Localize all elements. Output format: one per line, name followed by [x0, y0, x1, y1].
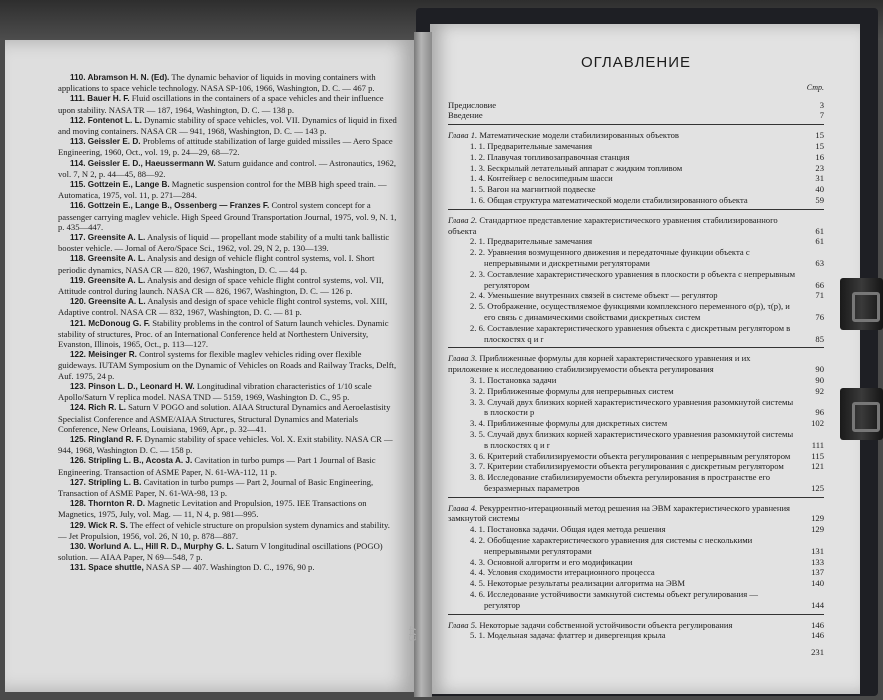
- entry-page: 15: [815, 130, 824, 141]
- reference-text: Cavitation in turbo pumps — Part 2, Journal of Basic Engineering, Transaction of ASME Paper, N. 61-WA-98, 13 p.: [58, 476, 374, 498]
- entry-page: 137: [811, 567, 824, 578]
- entry-title: 4. 1. Постановка задачи. Общая идея метода решения: [470, 524, 666, 535]
- reference-author: 122. Meisinger R.: [70, 350, 137, 360]
- toc-entry-text: [448, 589, 802, 611]
- toc-entries: [448, 100, 824, 642]
- toc-entry: [448, 397, 824, 419]
- toc-entry-text: [448, 524, 802, 535]
- toc-entry: [448, 353, 824, 375]
- binder-clip: [840, 278, 883, 330]
- entry-page: 125: [811, 482, 824, 493]
- toc-entry-text: [448, 215, 802, 237]
- entry-page: 115: [811, 450, 824, 461]
- toc-entry: [448, 461, 824, 472]
- entry-page: 7: [819, 110, 824, 121]
- reference-author: 121. McDonoug G. F.: [70, 318, 151, 328]
- entry-page: 71: [815, 290, 824, 301]
- book-spine: [414, 32, 432, 697]
- entry-title: Рекуррентно-итерационный метод решения на ЭВМ характеристического уравнения замкнутой системы: [448, 502, 791, 524]
- reference-text: Magnetic Levitation and Propulsion, 1975. IEE Transactions on Magnetics, 1975, July, vol. Mag. — 11, N 4, p. 981—995.: [58, 498, 367, 520]
- entry-page: 66: [815, 279, 824, 290]
- entry-title: 3. 4. Приближенные формулы для дискретных систем: [470, 418, 668, 429]
- divider: [448, 347, 824, 348]
- reference-item: [58, 562, 400, 573]
- toc-entry: [448, 589, 824, 611]
- spine-mark: 443: [406, 626, 417, 641]
- toc-entry-text: [448, 173, 802, 184]
- entry-page: 146: [811, 630, 824, 641]
- toc-entry-text: [448, 353, 802, 375]
- reference-item: [58, 477, 400, 498]
- reference-item: [58, 136, 400, 157]
- toc-entry-text: [448, 375, 802, 386]
- reference-author: 120. Greensite A. L.: [70, 297, 146, 307]
- entry-page: 15: [815, 140, 824, 151]
- reference-author: 119. Greensite A. L.: [70, 275, 146, 285]
- entry-title: 2. 4. Уменьшение внутренних связей в системе объект — регулятор: [470, 290, 718, 301]
- entry-page: 90: [815, 364, 824, 375]
- entry-title: Предисловие: [448, 99, 497, 110]
- entry-page: 133: [811, 556, 824, 567]
- toc-entry: [448, 100, 824, 111]
- toc-entry: [448, 152, 824, 163]
- entry-page: 59: [815, 194, 824, 205]
- reference-text: Saturn V POGO and solution. AIAA Structural Dynamics and Aeroelastisity Specialist Conference and ASME/AIAA Structures, Structural Dynamics and Materials Conference, New Orleans, Louisiana, 1969, Apr., p. 32—41.: [58, 402, 391, 434]
- reference-text: NASA SP — 407. Washington D. C., 1976, 90 p.: [145, 562, 315, 573]
- toc-entry-text: [448, 130, 802, 141]
- toc-entry: [448, 375, 824, 386]
- toc-entry-text: [448, 429, 802, 451]
- entry-page: 146: [811, 619, 824, 630]
- reference-text: Cavitation in turbo pumps — Part 1 Journal of Basic Engineering. Transaction of ASME Paper, N. 61-WA-112, 11 p.: [58, 455, 376, 477]
- reference-author: 117. Greensite A. L.: [70, 233, 146, 243]
- reference-author: 114. Geissler E. D., Haeussermann W.: [70, 158, 216, 168]
- reference-item: [58, 200, 400, 232]
- toc-entry-text: [448, 397, 802, 419]
- reference-author: 110. Abramson H. N. (Ed).: [70, 73, 170, 82]
- toc-entry-text: [448, 535, 802, 557]
- entry-title: 1. 2. Плавучая топливозаправочная станция: [470, 151, 630, 162]
- toc-entry: [448, 163, 824, 174]
- entry-title: 1. 3. Бескрылый летательный аппарат с жидким топливом: [470, 162, 683, 173]
- entry-title: 4. 4. Условия сходимости итерационного процесса: [470, 567, 655, 578]
- reference-text: Saturn V longitudinal oscillations (POGO) solution. — AIAA Paper, N 69—548, 7 p.: [58, 540, 383, 563]
- entry-title: 1. 6. Общая структура математической модели стабилизированного объекта: [470, 194, 748, 205]
- entry-title: Введение: [448, 110, 483, 121]
- entry-page: 16: [815, 151, 824, 162]
- toc-entry-text: [448, 472, 802, 494]
- entry-page: 61: [815, 236, 824, 247]
- entry-page: 85: [815, 333, 824, 344]
- toc-entry: [448, 141, 824, 152]
- toc-entry-text: [448, 451, 802, 462]
- reference-text: Control system concept for a passenger carrying maglev vehicle. High Speed Ground Transportation Journal, 1975, vol. 9, N. 1, p. 435—447.: [58, 200, 397, 232]
- reference-author: 126. Stripling L. B., Acosta A. J.: [70, 456, 193, 466]
- reference-item: [58, 402, 400, 434]
- reference-item: [58, 381, 400, 402]
- toc-entry-text: [448, 461, 802, 472]
- reference-text: Problems of attitude stabilization of large guided missiles — Aero Space Engineering, 1960, Oct., vol. 19, p. 24—29, 68—72.: [58, 136, 393, 158]
- divider: [448, 209, 824, 210]
- reference-item: [58, 72, 400, 93]
- toc-entry: [448, 110, 824, 121]
- reference-item: [58, 179, 400, 200]
- reference-text: Dynamic stability of space vehicles, vol. VII. Dynamics of liquid in fixed and moving containers. NASA CR — 941, 1968, Washington, D. C. — 143 p.: [58, 114, 397, 137]
- toc-entry-text: [448, 163, 802, 174]
- reference-author: 112. Fontenot L. L.: [70, 115, 142, 125]
- entry-title: 4. 5. Некоторые результаты реализации алгоритма на ЭВМ: [470, 578, 685, 589]
- reference-author: 111. Bauer H. F.: [70, 94, 130, 104]
- reference-author: 116. Gottzein E., Lange B., Ossenberg — Franzes F.: [70, 201, 270, 211]
- entry-title: 3. 8. Исследование стабилизируемости объекта регулирования в пространстве его безразмерных параметров: [470, 472, 771, 493]
- binder-clip: [840, 388, 883, 440]
- reference-text: Saturn guidance and control. — Astronautics, 1962, vol. 7, N 2, p. 44—45, 88—92.: [58, 157, 397, 179]
- toc-entry: [448, 524, 824, 535]
- reference-text: Dynamic stability of space vehicles. Vol. X. Exit stability. NASA CR — 944, 1968, Washington D. C. — 158 p.: [58, 433, 393, 456]
- toc-entry-text: [448, 386, 802, 397]
- toc-entry: [448, 130, 824, 141]
- reference-author: 115. Gottzein E., Lange B.: [70, 180, 170, 190]
- toc-entry-text: [448, 247, 802, 269]
- divider: [448, 124, 824, 125]
- entry-title: 3. 6. Критерий стабилизируемости объекта регулирования с непрерывным регулятором: [470, 450, 791, 461]
- toc-entry-text: [448, 301, 802, 323]
- reference-item: [58, 232, 400, 253]
- entry-page: 40: [815, 184, 824, 195]
- reference-item: [58, 318, 400, 350]
- reference-text: The effect of vehicle structure on propulsion system dynamics and stability. — Jet Propulsion, 1956, vol. 26, N 10, p. 878—887.: [58, 519, 390, 541]
- chapter-label: Глава 1.: [448, 130, 478, 141]
- entry-title: 2. 6. Составление характеристического уравнения объекта с дискретным регулятором в плоскостях q и r: [470, 322, 791, 344]
- page-number: 231: [811, 647, 824, 658]
- toc-entry: [448, 247, 824, 269]
- toc-entry-text: [448, 152, 802, 163]
- page-column-label: Стр.: [806, 82, 824, 92]
- reference-author: 113. Geissler E. D.: [70, 137, 141, 147]
- reference-author: 118. Greensite A. L.: [70, 254, 146, 264]
- reference-text: Analysis and design of space vehicle flight control systems, vol. VII, Attitude control during launch. NASA CR — 826, 1967, Washington, D. C. — 126 p.: [58, 274, 384, 297]
- reference-item: [58, 275, 400, 296]
- entry-page: 90: [815, 374, 824, 385]
- toc-entry-text: [448, 323, 802, 345]
- reference-author: 127. Stripling L. B.: [70, 477, 142, 487]
- reference-item: [58, 455, 400, 476]
- reference-item: [58, 520, 400, 541]
- reference-item: [58, 158, 400, 179]
- entry-page: 144: [811, 599, 824, 610]
- entry-title: Стандартное представление характеристического уравнения стабилизированного объекта: [448, 214, 778, 236]
- entry-page: 76: [815, 311, 824, 322]
- entry-page: 31: [815, 173, 824, 184]
- toc-entry-text: [448, 418, 802, 429]
- entry-title: 5. 1. Модельная задача: флаттер и дивергенция крыла: [470, 630, 666, 641]
- toc-entry: [448, 236, 824, 247]
- reference-item: [58, 93, 400, 114]
- entry-title: 1. 5. Вагон на магнитной подвеске: [470, 184, 596, 195]
- divider: [448, 614, 824, 615]
- entry-page: 96: [815, 407, 824, 418]
- table-of-contents: [448, 54, 824, 658]
- divider: [448, 497, 824, 498]
- reference-item: [58, 253, 400, 274]
- entry-page: 140: [811, 578, 824, 589]
- chapter-label: Глава 2.: [448, 214, 478, 225]
- entry-page: 92: [815, 385, 824, 396]
- entry-page: 23: [815, 162, 824, 173]
- reference-author: 128. Thornton R. D.: [70, 499, 146, 509]
- reference-text: Control systems for flexible maglev vehicles riding over flexible guideways. IUTAM Symposium on the Dynamic of Vehicles on Roads and Railway Tracks, Delft, Auf. 1975, 24 p.: [58, 349, 397, 381]
- toc-entry-text: [448, 290, 802, 301]
- entry-title: 2. 3. Составление характеристического уравнения в плоскости p объекта с непрерывным регулятором: [470, 268, 796, 290]
- toc-entry-text: [448, 620, 802, 631]
- toc-entry: [448, 290, 824, 301]
- entry-page: 129: [811, 524, 824, 535]
- chapter-label: Глава 5.: [448, 619, 478, 630]
- chapter-label: Глава 3.: [448, 353, 478, 364]
- toc-entry: [448, 429, 824, 451]
- toc-entry: [448, 184, 824, 195]
- reference-author: 129. Wick R. S.: [70, 520, 128, 530]
- entry-title: 4. 6. Исследование устойчивости замкнутой системы объект регулирования — регулятор: [470, 589, 758, 610]
- reference-author: 124. Rich R. L.: [70, 403, 126, 413]
- toc-entry: [448, 323, 824, 345]
- toc-entry: [448, 567, 824, 578]
- reference-text: Analysis and design of space vehicle flight control systems, vol. XIII, Adaptive control. NASA CR — 832, 1967, Washington, D. C. — 81 p.: [58, 296, 388, 318]
- entry-title: 4. 2. Обобщение характеристического уравнения для системы с несколькими непрерывными регуляторами: [470, 535, 753, 556]
- entry-page: 129: [811, 513, 824, 524]
- toc-entry-text: [448, 236, 802, 247]
- toc-entry: [448, 472, 824, 494]
- toc-entry-text: [448, 184, 802, 195]
- reference-text: The dynamic behavior of liquids in moving containers with applications to space vehicle technology. NASA SP-106, 1966, Washington, D. C. — 467 p.: [58, 72, 376, 94]
- toc-entry: [448, 269, 824, 291]
- entry-title: 2. 1. Предварительные замечания: [470, 236, 593, 247]
- entry-page: 102: [811, 418, 824, 429]
- entry-title: 2. 5. Отображение, осуществляемое функциями комплексного переменного σ(p), τ(p), и его связь с динамическими свойствами дискретных систем: [470, 301, 790, 322]
- reference-text: Analysis of liquid — propellant mode stability of a multi tank ballistic booster vehicle. — Jornal of Aero/Space Sci., 1962, vol. 29, N 2, p. 130—139.: [58, 232, 390, 254]
- toc-entry-text: [448, 100, 802, 111]
- chapter-label: Глава 4.: [448, 502, 478, 513]
- toc-entry: [448, 195, 824, 206]
- reference-text: Fluid oscillations in the containers of a space vehicles and their influence upon stability. NASA TR — 187, 1964, Washington, D. C. — 138 p.: [58, 93, 384, 115]
- toc-entry: [448, 620, 824, 631]
- entry-page: 3: [819, 99, 824, 110]
- entry-title: Некоторые задачи собственной устойчивости объекта регулирования: [479, 619, 733, 630]
- reference-author: 130. Worlund A. L., Hill R. D., Murphy G. L.: [70, 541, 234, 551]
- reference-item: [58, 498, 400, 519]
- entry-page: 121: [811, 461, 824, 472]
- reference-author: 125. Ringland R. F.: [70, 434, 143, 444]
- toc-entry-text: [448, 557, 802, 568]
- toc-entry-text: [448, 110, 802, 121]
- entry-title: 4. 3. Основной алгоритм и его модификации: [470, 556, 633, 567]
- reference-list: [58, 72, 400, 574]
- entry-page: 111: [811, 439, 824, 450]
- reference-item: [58, 434, 400, 455]
- reference-author: 131. Space shuttle,: [70, 563, 144, 573]
- reference-text: Magnetic suspension control for the MBB high speed train. — Automatica, 1975, vol. 11, p. 271—284.: [58, 179, 387, 201]
- toc-entry: [448, 535, 824, 557]
- entry-title: Приближенные формулы для корней характеристического уравнения и их приложение к исследованию стабилизируемости объекта регулирования: [448, 353, 751, 375]
- toc-entry: [448, 215, 824, 237]
- toc-entry: [448, 557, 824, 568]
- reference-text: Stability problems in the control of Saturn launch vehicles. Dynamic stability of structures, Proc. of an International Conference held at Northestern University, Evanston, Illinois, 1965, Oct., p. 113—127.: [58, 317, 389, 350]
- toc-entry: [448, 386, 824, 397]
- reference-item: [58, 541, 400, 562]
- toc-entry-text: [448, 195, 802, 206]
- toc-entry-text: [448, 567, 802, 578]
- entry-page: 131: [811, 545, 824, 556]
- toc-entry: [448, 173, 824, 184]
- toc-entry-text: [448, 578, 802, 589]
- toc-entry: [448, 301, 824, 323]
- entry-title: Математические модели стабилизированных объектов: [479, 130, 679, 141]
- reference-item: [58, 296, 400, 317]
- entry-title: 1. 4. Контейнер с велосипедным шасси: [470, 173, 613, 184]
- reference-item: [58, 115, 400, 136]
- toc-entry: [448, 451, 824, 462]
- toc-title: ОГЛАВЛЕНИЕ: [580, 54, 692, 71]
- toc-entry: [448, 578, 824, 589]
- toc-entry: [448, 503, 824, 525]
- toc-entry-text: [448, 141, 802, 152]
- entry-title: 2. 2. Уравнения возмущенного движения и передаточные функции объекта с непрерывными и дискретными регуляторами: [470, 247, 750, 268]
- toc-entry: [448, 630, 824, 641]
- toc-entry-text: [448, 269, 802, 291]
- toc-entry: [448, 418, 824, 429]
- toc-entry-text: [448, 503, 802, 525]
- entry-page: 63: [815, 257, 824, 268]
- toc-entry-text: [448, 630, 802, 641]
- reference-text: Longitudinal vibration characteristics of 1/10 scale Apollo/Saturn V replica model. NASA TND — 5159, 1969, Washington D. C., 95 p.: [58, 380, 372, 403]
- reference-text: Analysis and design of vehicle flight control systems, vol. I. Short periodic dynamics, NASA CR — 820, 1967, Washington, D. C. — 44 p.: [58, 253, 375, 275]
- reference-author: 123. Pinson L. D., Leonard H. W.: [70, 381, 195, 391]
- entry-title: 3. 1. Постановка задачи: [470, 374, 557, 385]
- entry-title: 3. 3. Случай двух близких корней характеристического уравнения разомкнутой системы в плоскости p: [470, 396, 794, 418]
- entry-title: 3. 2. Приближенные формулы для непрерывных систем: [470, 385, 674, 396]
- entry-title: 3. 5. Случай двух близких корней характеристического уравнения разомкнутой системы в плоскостях q и r: [470, 428, 794, 450]
- reference-item: [58, 349, 400, 381]
- entry-page: 61: [815, 225, 824, 236]
- entry-title: 3. 7. Критерии стабилизируемости объекта регулирования с дискретным регулятором: [470, 461, 784, 472]
- entry-title: 1. 1. Предварительные замечания: [470, 140, 593, 151]
